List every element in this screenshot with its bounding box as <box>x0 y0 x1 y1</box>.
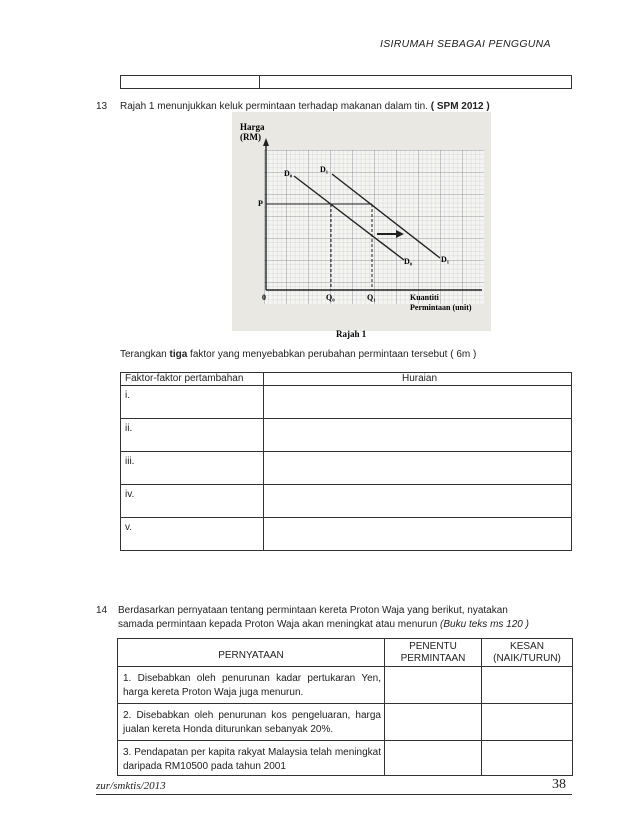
factors-table <box>120 372 572 551</box>
factor-row-label: iii. <box>121 452 264 485</box>
instruction-post: faktor yang menyebabkan perubahan permintaan tersebut ( 6m ) <box>187 349 477 360</box>
statement-cell: 1. Disebabkan oleh penurunan kadar pertukaran Yen, harga kereta Proton Waja juga menurun. <box>118 667 385 704</box>
explanation-cell[interactable] <box>264 452 572 485</box>
y-axis-label-2: (RM) <box>240 132 261 142</box>
effect-cell[interactable] <box>482 667 573 704</box>
effect-header-1: KESAN <box>510 641 544 652</box>
footer-rule <box>96 794 572 795</box>
instruction-pre: Terangkan <box>120 349 170 360</box>
determinant-cell[interactable] <box>385 741 482 776</box>
determinant-cell[interactable] <box>385 704 482 741</box>
effect-header <box>482 639 573 667</box>
demand-curve-graph <box>232 112 491 339</box>
d1-bottom-label: D₁ <box>441 255 450 264</box>
determinant-header-2: PERMINTAAN <box>400 653 466 664</box>
origin-label: 0 <box>262 293 266 302</box>
q0-label: Q₀ <box>326 293 335 302</box>
footer-source: zur/smktis/2013 <box>96 780 166 792</box>
explanation-cell[interactable] <box>264 386 572 419</box>
question-14-number: 14 <box>96 605 108 616</box>
d1-top-label: D₁ <box>320 165 329 174</box>
determinant-cell[interactable] <box>385 667 482 704</box>
effect-cell[interactable] <box>482 704 573 741</box>
question-14-prompt: samada permintaan kepada Proton Waja akan meningkat atau menurun <box>118 619 441 630</box>
demand-curve-figure <box>232 112 491 339</box>
factor-row-label: v. <box>121 518 264 551</box>
factor-row-label: i. <box>121 386 264 419</box>
x-axis-label-1: Kuantiti <box>410 293 439 302</box>
factors-header: Faktor-faktor pertambahan <box>121 373 264 386</box>
question-13-source: ( SPM 2012 ) <box>430 101 490 112</box>
statements-table <box>117 638 573 776</box>
question-13-instruction <box>120 349 476 360</box>
explanation-cell[interactable] <box>264 485 572 518</box>
effect-header-2: (NAIK/TURUN) <box>493 653 561 664</box>
d0-bottom-label: D₀ <box>404 257 413 266</box>
explanation-cell[interactable] <box>264 419 572 452</box>
explanation-header: Huraian <box>264 373 572 386</box>
explanation-cell[interactable] <box>264 518 572 551</box>
page-header: ISIRUMAH SEBAGAI PENGGUNA <box>380 38 551 50</box>
factor-row-label: iv. <box>121 485 264 518</box>
determinant-header-1: PENENTU <box>409 641 457 652</box>
question-14-ref: (Buku teks ms 120 ) <box>440 619 529 630</box>
factor-row-label: ii. <box>121 419 264 452</box>
instruction-bold: tiga <box>169 349 188 360</box>
y-axis-label-1: Harga <box>240 122 265 132</box>
question-14-line-2 <box>118 619 529 630</box>
question-14-line-1: Berdasarkan pernyataan tentang permintaan kereta Proton Waja yang berikut, nyatakan <box>118 605 508 616</box>
statement-cell: 3. Pendapatan per kapita rakyat Malaysia telah meningkat daripada RM10500 pada tahun 2001 <box>118 741 385 776</box>
x-axis-label-2: Permintaan (unit) <box>410 303 472 312</box>
figure-caption: Rajah 1 <box>336 329 367 339</box>
effect-cell[interactable] <box>482 741 573 776</box>
determinant-header <box>385 639 482 667</box>
statement-header: PERNYATAAN <box>118 639 385 667</box>
q1-label: Q₁ <box>367 293 376 302</box>
statement-cell: 2. Disebabkan oleh penurunan kos pengeluaran, harga jualan kereta Honda diturunkan sebanyak 20%. <box>118 704 385 741</box>
question-13-number: 13 <box>96 101 108 112</box>
previous-table-fragment <box>120 75 572 89</box>
question-13-text <box>120 101 490 112</box>
question-13-prompt: Rajah 1 menunjukkan keluk permintaan terhadap makanan dalam tin. <box>120 101 428 112</box>
page-number: 38 <box>552 777 566 792</box>
price-label: P <box>258 199 263 208</box>
d0-top-label: D₀ <box>284 169 293 178</box>
